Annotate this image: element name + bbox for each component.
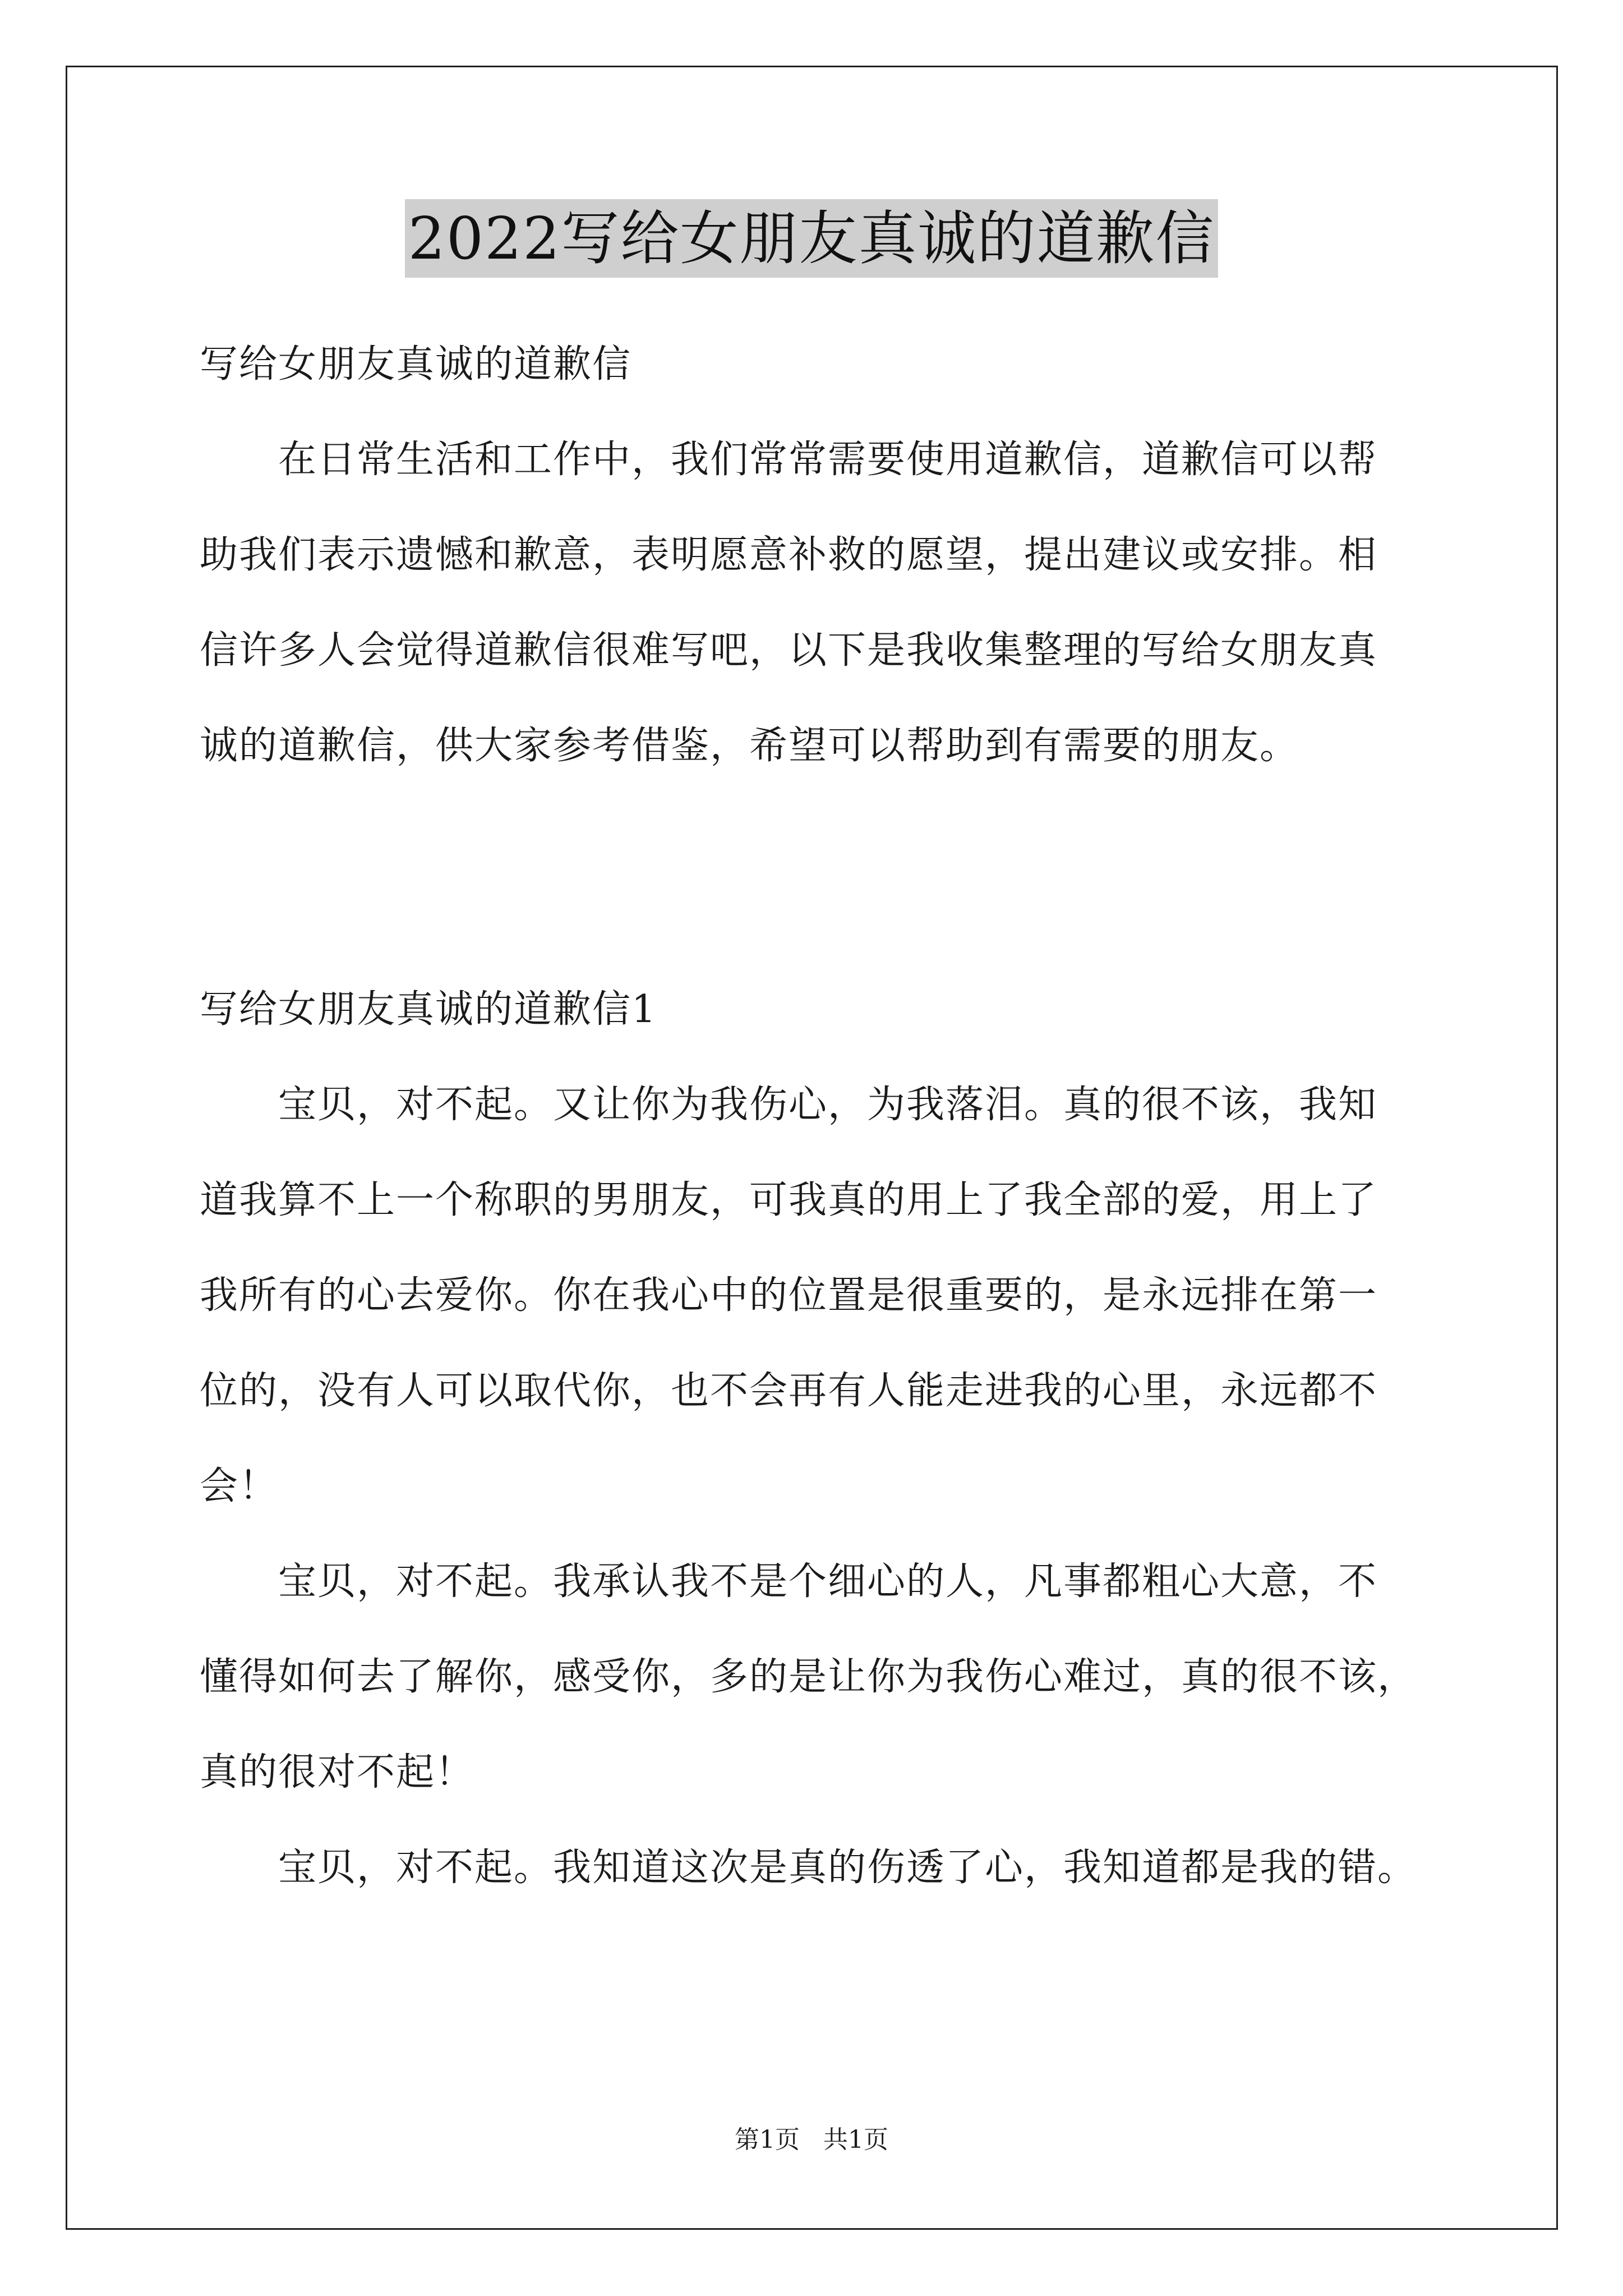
document-title: 2022写给女朋友真诚的道歉信 bbox=[405, 199, 1219, 278]
paragraph-line: 道我算不上一个称职的男朋友，可我真的用上了我全部的爱，用上了 bbox=[200, 1178, 1378, 1222]
paragraph-line: 诚的道歉信，供大家参考借鉴，希望可以帮助到有需要的朋友。 bbox=[200, 724, 1299, 768]
paragraph-line: 真的很对不起！ bbox=[200, 1750, 475, 1795]
paragraph-line: 宝贝，对不起。又让你为我伤心，为我落泪。真的很不该，我知 bbox=[200, 1083, 1378, 1127]
paragraph-line: 我所有的心去爱你。你在我心中的位置是很重要的，是永远排在第一 bbox=[200, 1273, 1378, 1318]
paragraph-line: 助我们表示遗憾和歉意，表明愿意补救的愿望，提出建议或安排。相 bbox=[200, 533, 1378, 577]
paragraph-line: 宝贝，对不起。我承认我不是个细心的人，凡事都粗心大意，不 bbox=[200, 1559, 1378, 1604]
paragraph-line: 宝贝，对不起。我知道这次是真的伤透了心，我知道都是我的错。 bbox=[200, 1846, 1417, 1890]
heading-intro: 写给女朋友真诚的道歉信 bbox=[200, 342, 632, 386]
paragraph-line: 信许多人会觉得道歉信很难写吧，以下是我收集整理的写给女朋友真 bbox=[200, 628, 1378, 673]
paragraph-line: 懂得如何去了解你，感受你，多的是让你为我伤心难过，真的很不该， bbox=[200, 1655, 1417, 1699]
page-number: 第1页 bbox=[735, 2125, 800, 2154]
paragraph-line: 在日常生活和工作中，我们常常需要使用道歉信，道歉信可以帮 bbox=[200, 438, 1378, 482]
paragraph-line: 位的，没有人可以取代你，也不会再有人能走进我的心里，永远都不 bbox=[200, 1369, 1378, 1413]
page-total: 共1页 bbox=[823, 2125, 888, 2154]
title-container bbox=[0, 199, 1623, 278]
heading-letter-1: 写给女朋友真诚的道歉信1 bbox=[200, 987, 657, 1032]
page-footer bbox=[0, 2123, 1623, 2157]
paragraph-line: 会！ bbox=[200, 1464, 279, 1508]
